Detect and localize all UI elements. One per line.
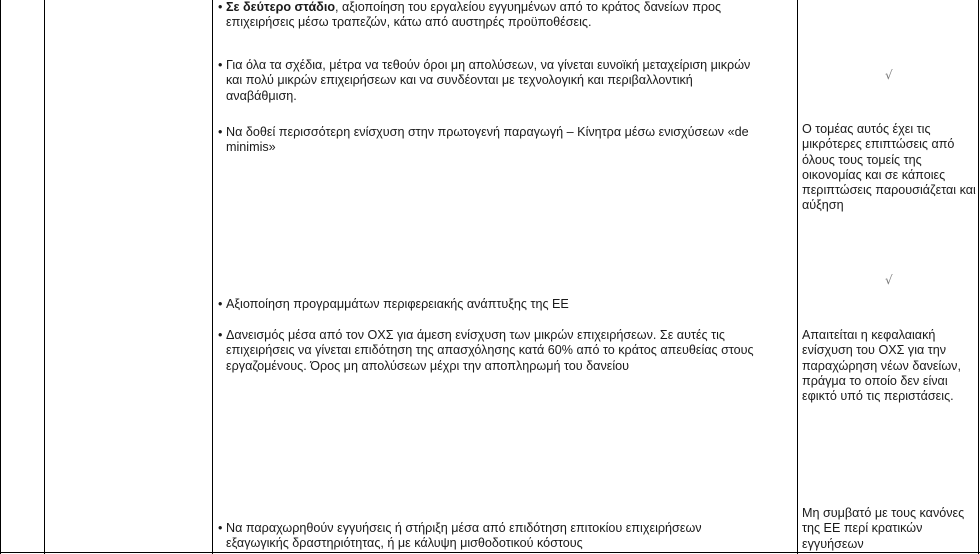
measure-item bbox=[218, 0, 793, 31]
table-border-left bbox=[0, 0, 1, 554]
measure-text: Για όλα τα σχέδια, μέτρα να τεθούν όροι μη απολύσεων, να γίνεται ευνοϊκή μεταχείριση μικρών και πολύ μικρών επιχειρήσεων και να συνδέονται με τεχνολογική και περιβαλλοντική αναβάθμιση. bbox=[226, 58, 751, 103]
bullet-icon: • bbox=[218, 125, 223, 139]
bullet-icon: • bbox=[218, 58, 223, 72]
measure-item bbox=[218, 125, 763, 156]
measure-text: Δανεισμός μέσα από τον ΟΧΣ για άμεση ενίσχυση των μικρών επιχειρήσεων. Σε αυτές τις επιχειρήσεις να γίνεται επιδότηση της απασχόλησης κατά 60% από το κράτος απευθείας στους εργαζομένους. Όρος μη απολύσεων μέχρι την αποπληρωμή του δανείου bbox=[226, 328, 754, 373]
bullet-icon: • bbox=[218, 328, 223, 342]
measure-item bbox=[218, 328, 778, 374]
bullet-icon: • bbox=[218, 0, 223, 14]
checkmark-icon: √ bbox=[885, 273, 893, 287]
bullet-icon: • bbox=[218, 297, 223, 311]
table-border-right bbox=[978, 0, 979, 554]
checkmark-icon: √ bbox=[885, 68, 893, 82]
measure-text: Να δοθεί περισσότερη ενίσχυση στην πρωτογενή παραγωγή – Κίνητρα μέσω ενισχύσεων «de minimis» bbox=[226, 125, 749, 155]
comment-note: Ο τομέας αυτός έχει τις μικρότερες επιπτώσεις από όλους τους τομείς της οικονομίας και σε κάποιες περιπτώσεις παρουσιάζεται και αύξηση bbox=[802, 122, 976, 213]
bullet-icon: • bbox=[218, 521, 223, 535]
measure-item bbox=[218, 521, 763, 552]
measure-item bbox=[218, 297, 778, 312]
measure-text: , αξιοποίηση του εργαλείου εγγυημένων από το κράτος δανείων προς επιχειρήσεις μέσω τραπεζών, κάτω από αυστηρές προϋποθέσεις. bbox=[226, 0, 722, 30]
measure-item bbox=[218, 58, 763, 104]
measure-text: Αξιοποίηση προγραμμάτων περιφερειακής ανάπτυξης της ΕΕ bbox=[226, 297, 569, 311]
table-row-bottom bbox=[0, 552, 980, 553]
measure-bold-lead: Σε δεύτερο στάδιο bbox=[226, 0, 336, 14]
comment-note: Μη συμβατό με τους κανόνες της ΕΕ περί κρατικών εγγυήσεων bbox=[802, 506, 965, 551]
table-divider-col1 bbox=[44, 0, 45, 554]
table-divider-col3 bbox=[797, 0, 798, 554]
measure-text: Να παραχωρηθούν εγγυήσεις ή στήριξη μέσα από επιδότηση επιτοκίου επιχειρήσεων εξαγωγικής δραστηριότητας, ή με κάλυψη μισθοδοτικού κόστους bbox=[226, 521, 702, 551]
table-divider-col2 bbox=[212, 0, 213, 554]
comment-note: Απαιτείται η κεφαλαιακή ενίσχυση του ΟΧΣ για την παραχώρηση νέων δανείων, πράγμα το οποίο δεν είναι εφικτό υπό τις περιστάσεις. bbox=[802, 328, 961, 404]
